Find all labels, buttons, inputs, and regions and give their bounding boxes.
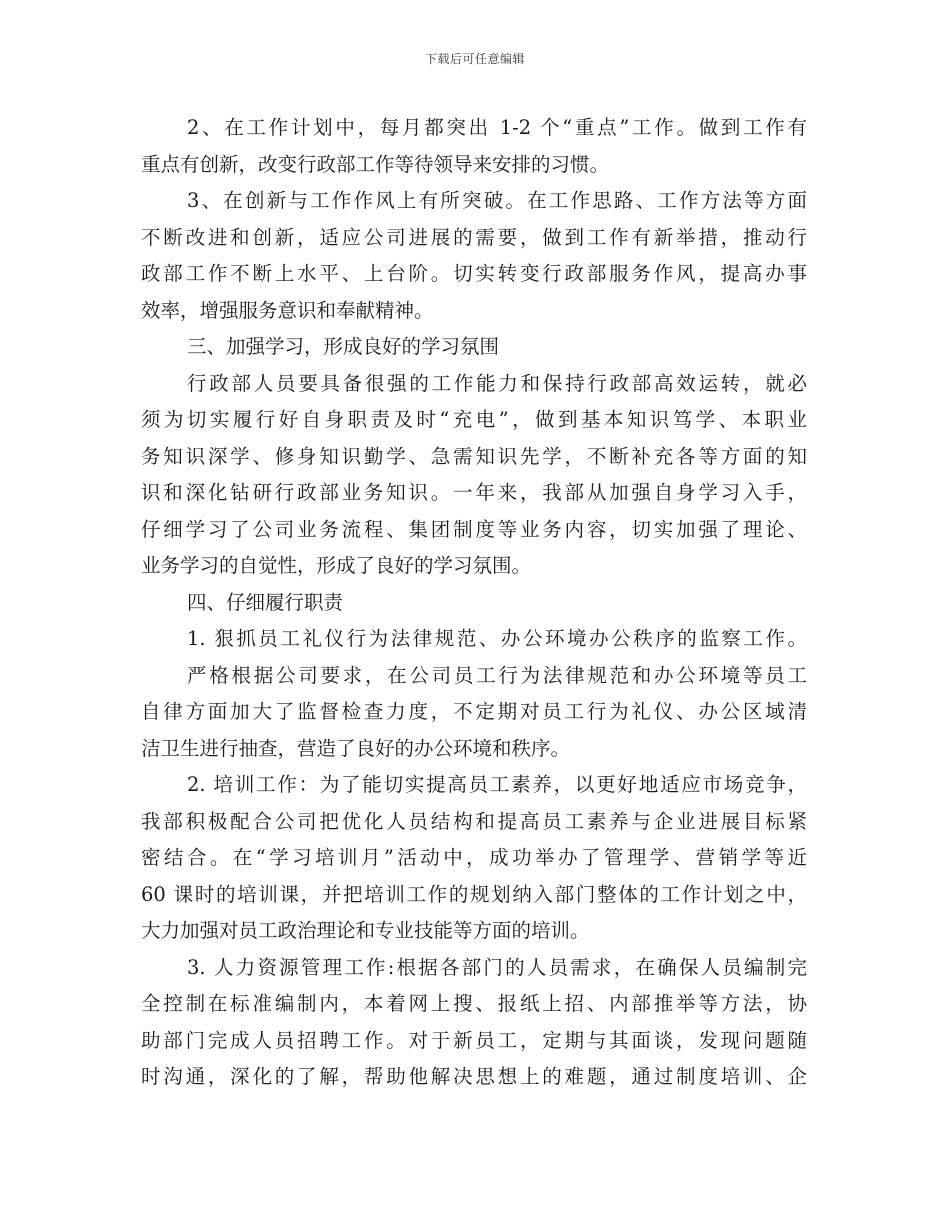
text-line: 政部工作不断上水平、上台阶。切实转变行政部服务作风，提高办事 [141,262,807,285]
text-line: 大力加强对员工政治理论和专业技能等方面的培训。 [141,919,590,942]
text-line: 我部积极配合公司把优化人员结构和提高员工素养与企业进展目标紧 [141,809,807,833]
text-line: 四、仔细履行职责 [187,590,344,614]
text-line: 3. 人力资源管理工作:根据各部门的人员需求，在确保人员编制完 [187,955,807,979]
text-line: 仔细学习了公司业务流程、集团制度等业务内容，切实加强了理论、 [141,517,807,541]
body-text [141,110,807,1096]
text-line: 1. 狠抓员工礼仪行为法律规范、办公环境办公秩序的监察工作。 [187,627,807,650]
text-line: 不断改进和创新，适应公司进展的需要，做到工作有新举措，推动行 [141,225,807,249]
text-line: 密结合。在“学习培训月”活动中，成功举办了管理学、营销学等近 [141,846,807,869]
text-line: 2. 培训工作：为了能切实提高员工素养，以更好地适应市场竞争， [187,773,807,796]
text-line: 2、在工作计划中，每月都突出 1-2 个“重点”工作。做到工作有 [187,116,807,139]
text-line: 识和深化钻研行政部业务知识。一年来，我部从加强自身学习入手， [141,481,807,504]
page-header: 下载后可任意编辑 [424,52,525,66]
text-line: 务知识深学、修身知识勤学、急需知识先学，不断补充各等方面的知 [141,444,807,468]
text-line: 业务学习的自觉性，形成了良好的学习氛围。 [141,554,532,577]
text-line: 须为切实履行好自身职责及时“充电”，做到基本知识笃学、本职业 [141,408,807,431]
text-line: 3、在创新与工作作风上有所突破。在工作思路、工作方法等方面 [187,189,807,212]
text-line: 效率，增强服务意识和奉献精神。 [141,298,434,322]
text-line: 助部门完成人员招聘工作。对于新员工，定期与其面谈，发现问题随 [141,1028,807,1052]
text-line: 60 课时的培训课，并把培训工作的规划纳入部门整体的工作计划之中， [141,882,807,906]
text-line: 行政部人员要具备很强的工作能力和保持行政部高效运转，就必 [187,371,807,395]
text-line: 三、加强学习，形成良好的学习氛围 [187,335,500,358]
text-line: 时沟通，深化的了解，帮助他解决思想上的难题，通过制度培训、企 [141,1065,807,1088]
text-line: 严格根据公司要求，在公司员工行为法律规范和办公环境等员工 [187,663,807,687]
text-line: 全控制在标准编制内，本着网上搜、报纸上招、内部推举等方法，协 [141,992,807,1015]
text-line: 重点有创新，改变行政部工作等待领导来安排的习惯。 [141,152,610,176]
text-line: 洁卫生进行抽查，营造了良好的办公环境和秩序。 [141,736,571,760]
text-line: 自律方面加大了监督检查力度，不定期对员工行为礼仪、办公区域清 [141,700,807,723]
